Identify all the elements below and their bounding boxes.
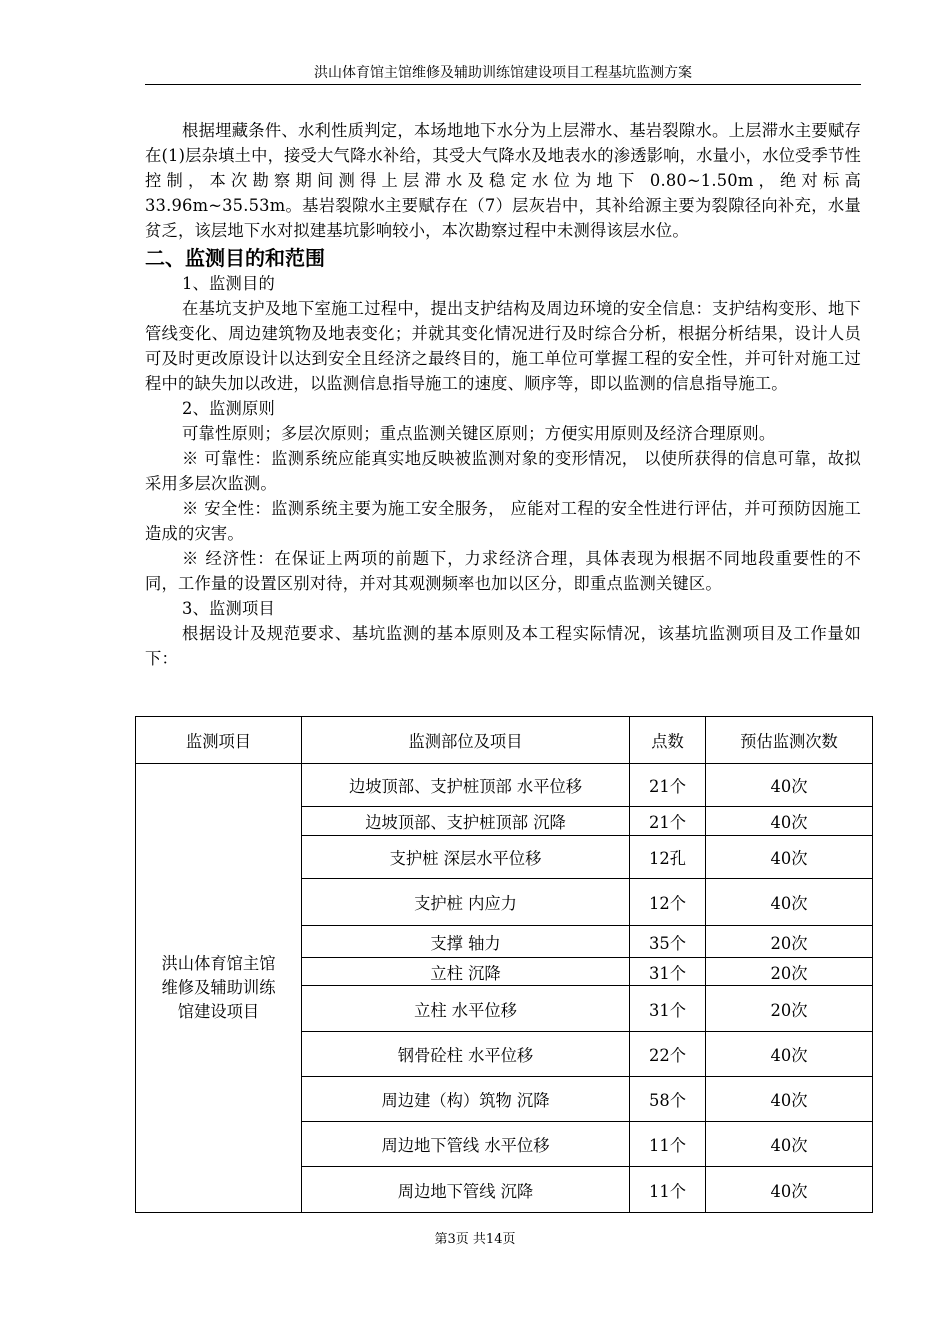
table-cell: 40次 xyxy=(706,1032,873,1077)
table-row xyxy=(136,764,873,807)
note-economy: ※ 经济性：在保证上两项的前题下，力求经济合理，具体表现为根据不同地段重要性的不同，工作量的设置区别对待，并对其观测频率也加以区分，即重点监测关键区。 xyxy=(145,549,861,593)
table-cell: 21个 xyxy=(630,764,706,807)
body-content xyxy=(145,118,861,671)
table-cell: 40次 xyxy=(706,1077,873,1122)
header-divider xyxy=(145,84,861,85)
subsection-title-purpose: 1、监测目的 xyxy=(182,274,275,293)
table-cell: 40次 xyxy=(706,1167,873,1213)
table-cell: 40次 xyxy=(706,764,873,807)
table-cell: 支护桩 深层水平位移 xyxy=(302,836,630,879)
table-cell: 12个 xyxy=(630,879,706,926)
groundwater-paragraph: 根据埋藏条件、水利性质判定，本场地地下水分为上层滞水、基岩裂隙水。上层滞水主要赋存在(1)层杂填土中，接受大气降水补给，其受大气降水及地表水的渗透影响，水量小，水位受季节性控制，本次勘察期间测得上层滞水及稳定水位为地下 0.80~1.50m，绝对标高 33.96m~35.53m。基岩裂隙水主要赋存在（7）层灰岩中，其补给源主要为裂隙径向补充，水量贫乏，该层地下水对拟建基坑影响较小，本次勘察过程中未测得该层水位。 xyxy=(145,121,861,240)
table-cell: 40次 xyxy=(706,1122,873,1167)
table-cell: 20次 xyxy=(706,958,873,986)
purpose-paragraph: 在基坑支护及地下室施工过程中，提出支护结构及周边环境的安全信息：支护结构变形、地下管线变化、周边建筑物及地表变化；并就其变化情况进行及时综合分析，根据分析结果，设计人员可及时更改原设计以达到安全且经济之最终目的，施工单位可掌握工程的安全性，并可针对施工过程中的缺失加以改进，以监测信息指导施工的速度、顺序等，即以监测的信息指导施工。 xyxy=(145,299,861,393)
table-cell: 21个 xyxy=(630,807,706,836)
table-cell: 周边地下管线 水平位移 xyxy=(302,1122,630,1167)
table-cell: 立柱 沉降 xyxy=(302,958,630,986)
table-cell: 35个 xyxy=(630,926,706,958)
header-cell: 预估监测次数 xyxy=(706,717,873,764)
table-cell: 支撑 轴力 xyxy=(302,926,630,958)
table-cell: 58个 xyxy=(630,1077,706,1122)
table-cell: 40次 xyxy=(706,836,873,879)
project-name-text: 洪山体育馆主馆维修及辅助训练馆建设项目 xyxy=(161,954,276,1021)
table-cell: 立柱 水平位移 xyxy=(302,986,630,1032)
note-safety: ※ 安全性：监测系统主要为施工安全服务， 应能对工程的安全性进行评估，并可预防因施工造成的灾害。 xyxy=(145,499,861,543)
subsection-title-principles: 2、监测原则 xyxy=(182,399,275,418)
items-paragraph: 根据设计及规范要求、基坑监测的基本原则及本工程实际情况，该基坑监测项目及工作量如下： xyxy=(145,624,861,668)
note-reliability: ※ 可靠性：监测系统应能真实地反映被监测对象的变形情况， 以使所获得的信息可靠，故拟采用多层次监测。 xyxy=(145,449,861,493)
header-cell: 监测部位及项目 xyxy=(302,717,630,764)
table-cell: 支护桩 内应力 xyxy=(302,879,630,926)
page-footer: 第3页 共14页 xyxy=(434,1232,516,1247)
table-cell: 11个 xyxy=(630,1122,706,1167)
table-cell: 钢骨砼柱 水平位移 xyxy=(302,1032,630,1077)
table-cell: 31个 xyxy=(630,986,706,1032)
table-cell: 31个 xyxy=(630,958,706,986)
table-header-row xyxy=(136,717,873,764)
table-cell: 边坡顶部、支护桩顶部 水平位移 xyxy=(302,764,630,807)
table-cell: 20次 xyxy=(706,986,873,1032)
table-cell: 周边建（构）筑物 沉降 xyxy=(302,1077,630,1122)
project-name-cell xyxy=(136,764,302,1213)
table-cell: 边坡顶部、支护桩顶部 沉降 xyxy=(302,807,630,836)
table-cell: 22个 xyxy=(630,1032,706,1077)
table-cell: 20次 xyxy=(706,926,873,958)
monitoring-table xyxy=(135,716,873,1213)
principles-paragraph: 可靠性原则；多层次原则；重点监测关键区原则；方便实用原则及经济合理原则。 xyxy=(182,424,776,443)
table-cell: 11个 xyxy=(630,1167,706,1213)
table-cell: 周边地下管线 沉降 xyxy=(302,1167,630,1213)
table-cell: 12孔 xyxy=(630,836,706,879)
header-cell: 点数 xyxy=(630,717,706,764)
table-cell: 40次 xyxy=(706,879,873,926)
section-heading: 二、监测目的和范围 xyxy=(145,246,325,270)
header-cell: 监测项目 xyxy=(136,717,302,764)
table-cell: 40次 xyxy=(706,807,873,836)
page-header: 洪山体育馆主馆维修及辅助训练馆建设项目工程基坑监测方案 xyxy=(314,65,692,81)
subsection-title-items: 3、监测项目 xyxy=(182,599,275,618)
